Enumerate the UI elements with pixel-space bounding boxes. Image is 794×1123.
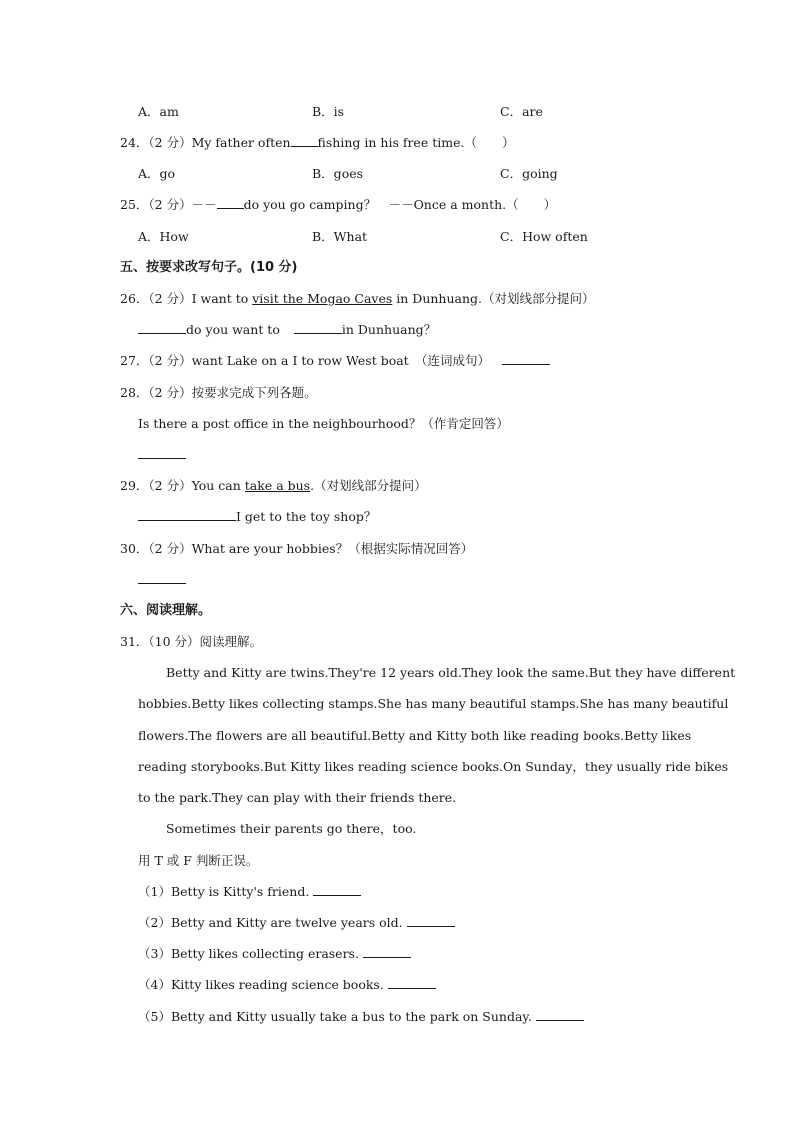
question-25 [120, 196, 556, 214]
tf-item-text: （2）Betty and Kitty are twelve years old. [138, 915, 403, 930]
question-31: 31．（10 分）阅读理解。 [120, 634, 263, 649]
question-29-underlined: take a bus [244, 478, 311, 493]
question-29-stem: 29．（2 分）You can [120, 478, 245, 493]
question-29-answer-line [138, 508, 376, 526]
tf-item-text: （3）Betty likes collecting erasers. [138, 946, 359, 961]
q24-option-c: C．going [500, 166, 558, 181]
question-30: 30．（2 分）What are your hobbies？（根据实际情况回答） [120, 541, 474, 556]
question-25-stem: 25．（2 分）－－ [120, 197, 217, 212]
question-26-stem: 26．（2 分）I want to [120, 291, 253, 306]
question-26-rest: in Dunhuang.（对划线部分提问） [392, 291, 595, 306]
passage-line-3: flowers.The flowers are all beautiful.Betty and Kitty both like reading books.Betty likes [138, 728, 692, 743]
tf-item-text: （1）Betty is Kitty's friend. [138, 884, 310, 899]
q25-option-c: C．How often [500, 229, 588, 244]
answer-blank[interactable] [363, 945, 411, 958]
passage-line-4: reading storybooks.But Kitty likes reading science books.On Sunday，they usually ride bikes [138, 759, 729, 774]
question-29-rest: .（对划线部分提问） [310, 478, 427, 493]
passage-line-5: to the park.They can play with their friends there. [138, 790, 457, 805]
question-28: 28．（2 分）按要求完成下列各题。 [120, 385, 317, 400]
question-26-line2b: in Dunhuang？ [341, 322, 437, 337]
passage-paragraph-2: Sometimes their parents go there，too. [166, 821, 417, 836]
answer-blank[interactable] [291, 134, 318, 147]
tf-item-1 [138, 883, 361, 901]
answer-blank[interactable] [217, 196, 244, 209]
tf-item-2 [138, 914, 455, 932]
question-25-rest: do you go camping？ －－Once a month.（ ） [243, 197, 557, 212]
question-27 [120, 352, 550, 370]
answer-blank[interactable] [388, 976, 436, 989]
question-31-instruction: 用 T 或 F 判断正误。 [138, 853, 259, 868]
q25-option-b: B．What [312, 229, 368, 244]
section-6-heading: 六、阅读理解。 [120, 603, 212, 618]
question-24-rest: fishing in his free time.（ ） [317, 135, 515, 150]
answer-blank[interactable] [294, 321, 342, 334]
question-29 [120, 477, 427, 495]
q25-option-a: A．How [138, 229, 189, 244]
answer-blank[interactable] [407, 914, 455, 927]
answer-blank[interactable] [138, 446, 186, 459]
q24-option-b: B．goes [312, 166, 364, 181]
passage-line-1: Betty and Kitty are twins.They're 12 years old.They look the same.But they have different [166, 665, 736, 680]
tf-item-3 [138, 945, 411, 963]
answer-blank[interactable] [138, 321, 186, 334]
question-26-underlined: visit the Mogao Caves [252, 291, 393, 306]
answer-blank[interactable] [138, 571, 186, 584]
question-28-answer-line [138, 446, 186, 464]
question-28-sentence: Is there a post office in the neighbourhood？（作肯定回答） [138, 416, 509, 431]
question-29-line2: I get to the toy shop？ [236, 509, 377, 524]
answer-blank[interactable] [502, 352, 550, 365]
question-26 [120, 290, 595, 308]
question-24 [120, 134, 514, 152]
question-26-line2a: do you want to [186, 322, 280, 337]
section-5-heading: 五、按要求改写句子。(10 分) [120, 260, 298, 275]
q23-option-a: A．am [138, 104, 179, 119]
passage-line-2: hobbies.Betty likes collecting stamps.She has many beautiful stamps.She has many beautiful [138, 696, 729, 711]
question-30-answer-line [138, 571, 186, 589]
tf-item-text: （4）Kitty likes reading science books. [138, 977, 384, 992]
answer-blank[interactable] [536, 1008, 584, 1021]
q23-option-b: B．is [312, 104, 345, 119]
q23-option-c: C．are [500, 104, 543, 119]
tf-item-text: （5）Betty and Kitty usually take a bus to the park on Sunday. [138, 1009, 532, 1024]
q24-option-a: A．go [138, 166, 176, 181]
answer-blank[interactable] [313, 883, 361, 896]
tf-item-4 [138, 976, 436, 994]
question-26-answer-line [138, 321, 436, 339]
tf-item-5 [138, 1008, 584, 1026]
question-24-stem: 24．（2 分）My father often [120, 135, 291, 150]
question-27-text: 27．（2 分）want Lake on a I to row West boat （连词成句） [120, 353, 490, 368]
answer-blank[interactable] [138, 508, 236, 521]
